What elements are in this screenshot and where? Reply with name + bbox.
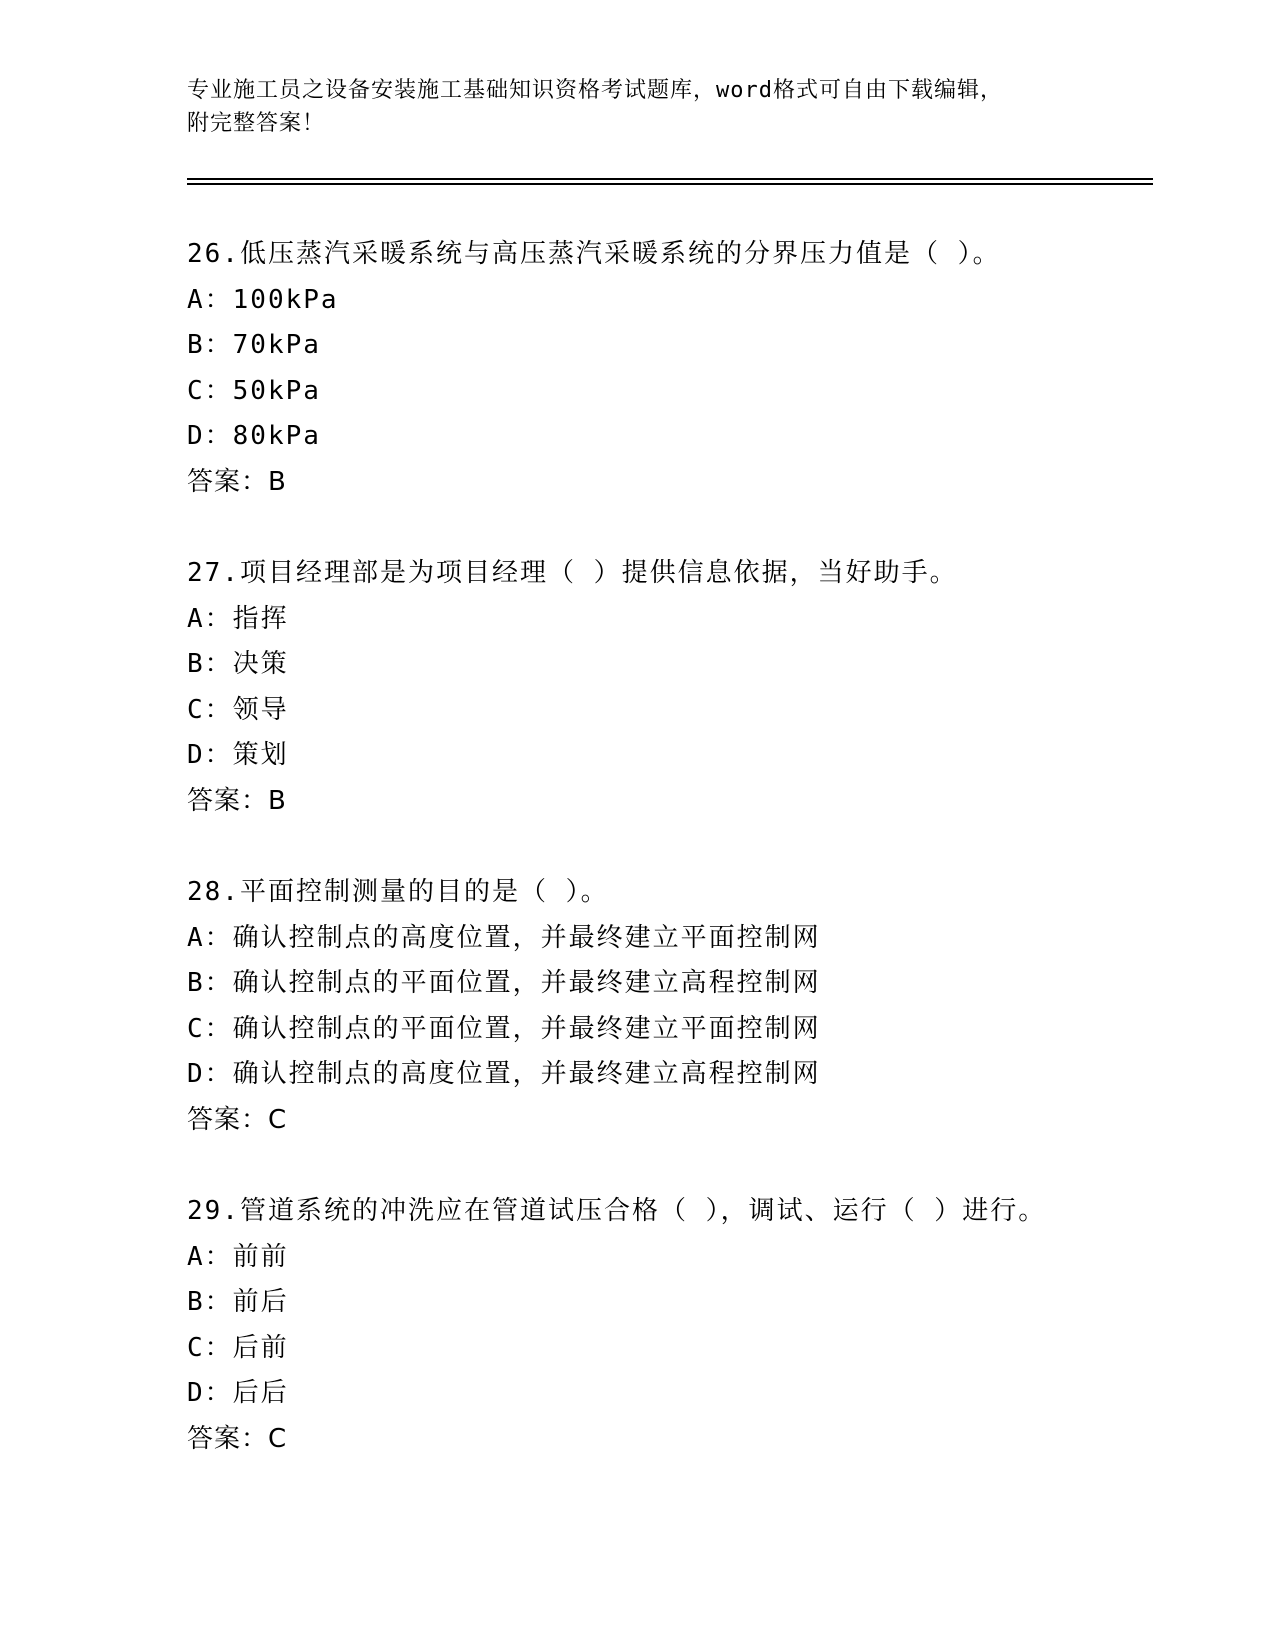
option-a: A：指挥 [187,603,289,634]
answer: 答案：B [187,785,287,816]
question-text: 27.项目经理部是为项目经理（ ）提供信息依据，当好助手。 [187,558,958,588]
option-b: B：前后 [187,1287,289,1317]
question-text: 28.平面控制测量的目的是（ ）。 [187,877,609,907]
question-27 [187,551,1167,824]
header-line-1: 专业施工员之设备安装施工基础知识资格考试题库，word格式可自由下载编辑， [187,78,1003,103]
answer: 答案：C [187,1423,288,1454]
option-c: C：后前 [187,1332,289,1363]
option-b: B：确认控制点的平面位置，并最终建立高程控制网 [187,968,821,998]
question-29 [187,1189,1167,1462]
option-b: B：决策 [187,649,289,679]
question-text: 29.管道系统的冲洗应在管道试压合格（ ），调试、运行（ ）进行。 [187,1196,1047,1226]
question-28 [187,870,1167,1143]
option-d: D：后后 [187,1378,289,1408]
option-c: C：确认控制点的平面位置，并最终建立平面控制网 [187,1013,821,1044]
header-line-2: 附完整答案！ [187,111,326,136]
answer: 答案：C [187,1104,288,1135]
option-c: C：50kPa [187,375,321,406]
header-divider-bottom [187,183,1153,185]
option-c: C：领导 [187,694,289,725]
question-26 [187,232,1167,505]
option-a: A：100kPa [187,284,339,315]
question-text: 26.低压蒸汽采暖系统与高压蒸汽采暖系统的分界压力值是（ ）。 [187,239,1001,269]
option-a: A：确认控制点的高度位置，并最终建立平面控制网 [187,922,821,953]
option-d: D：80kPa [187,421,321,451]
answer: 答案：B [187,466,287,497]
document-header [187,74,1087,140]
option-a: A：前前 [187,1241,289,1272]
option-b: B：70kPa [187,330,321,360]
header-divider-top [187,178,1153,180]
option-d: D：确认控制点的高度位置，并最终建立高程控制网 [187,1059,821,1089]
option-d: D：策划 [187,740,289,770]
